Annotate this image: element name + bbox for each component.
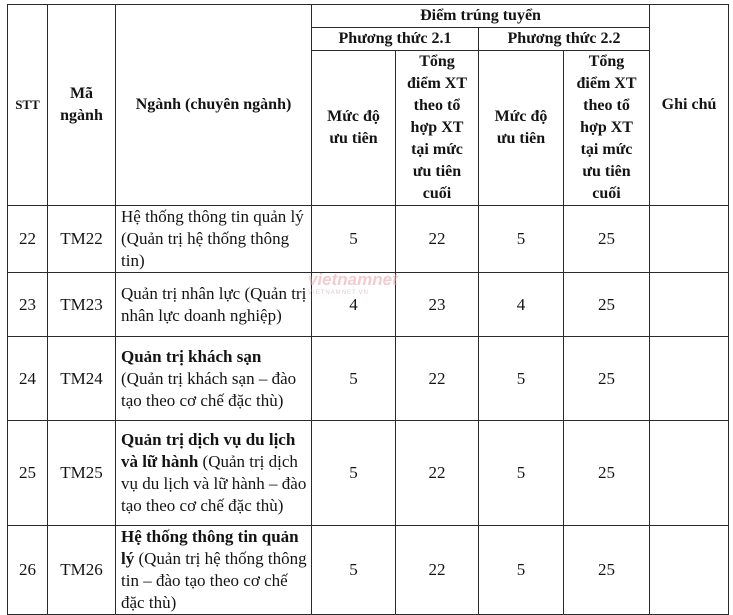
cell-muc-do-2-2: 5 (479, 206, 564, 273)
cell-stt: 22 (8, 206, 48, 273)
cell-tong-diem-2-2: 25 (564, 421, 650, 526)
cell-muc-do-2-1: 5 (312, 526, 396, 615)
cell-ghi-chu (650, 273, 729, 337)
cell-tong-diem-2-1: 22 (396, 526, 479, 615)
cell-ma-nganh: TM23 (48, 273, 116, 337)
cell-muc-do-2-1: 5 (312, 206, 396, 273)
nganh-bold: Quản trị khách sạn (121, 346, 262, 366)
cell-nganh (116, 526, 312, 615)
cell-nganh (116, 206, 312, 273)
cell-tong-diem-2-2: 25 (564, 206, 650, 273)
cell-ghi-chu (650, 421, 729, 526)
watermark-subtext: VIETNAMNET.VN (308, 290, 370, 296)
table-row (8, 526, 729, 615)
cell-ma-nganh: TM26 (48, 526, 116, 615)
cell-ghi-chu (650, 526, 729, 615)
cell-muc-do-2-2: 4 (479, 273, 564, 337)
cell-tong-diem-2-1: 23 (396, 273, 479, 337)
cell-tong-diem-2-2: 25 (564, 526, 650, 615)
cell-muc-do-2-2: 5 (479, 337, 564, 421)
admission-score-table (7, 4, 729, 615)
cell-stt: 25 (8, 421, 48, 526)
header-muc-do-uu-tien-2-1: Mức độ ưu tiên (312, 51, 396, 206)
cell-tong-diem-2-1: 22 (396, 337, 479, 421)
header-muc-do-uu-tien-2-2: Mức độ ưu tiên (479, 51, 564, 206)
cell-muc-do-2-1: 5 (312, 421, 396, 526)
cell-tong-diem-2-1: 22 (396, 421, 479, 526)
cell-muc-do-2-2: 5 (479, 526, 564, 615)
header-ma-nganh: Mã ngành (48, 5, 116, 206)
cell-ma-nganh: TM22 (48, 206, 116, 273)
cell-nganh (116, 337, 312, 421)
cell-stt: 26 (8, 526, 48, 615)
header-tong-diem-2-1: Tổng điểm XT theo tổ hợp XT tại mức ưu tiên cuối (396, 51, 479, 206)
cell-ghi-chu (650, 206, 729, 273)
cell-ma-nganh: TM24 (48, 337, 116, 421)
cell-nganh (116, 421, 312, 526)
nganh-plain: (Quản trị hệ thống thông tin – đào tạo theo cơ chế đặc thù) (121, 549, 307, 612)
watermark-text: vietnamnet (308, 270, 398, 289)
cell-tong-diem-2-1: 22 (396, 206, 479, 273)
nganh-bold: Quản trị dịch vụ du lịch và lữ hành (121, 430, 296, 471)
cell-muc-do-2-1: 4 (312, 273, 396, 337)
header-stt: STT (8, 5, 48, 206)
table-row (8, 421, 729, 526)
table-row (8, 273, 729, 337)
cell-ghi-chu (650, 337, 729, 421)
cell-stt: 24 (8, 337, 48, 421)
nganh-plain: Hệ thống thông tin quản lý (Quản trị hệ thống thông tin) (121, 207, 304, 270)
table-row (8, 337, 729, 421)
nganh-plain: (Quản trị dịch vụ du lịch và lữ hành – đào tạo theo cơ chế đặc thù) (121, 452, 307, 515)
cell-ma-nganh: TM25 (48, 421, 116, 526)
header-diem-trung-tuyen: Điểm trúng tuyển (312, 5, 650, 28)
cell-tong-diem-2-2: 25 (564, 273, 650, 337)
table-row (8, 206, 729, 273)
cell-nganh (116, 273, 312, 337)
nganh-plain: (Quản trị khách sạn – đào tạo theo cơ chế đặc thù) (121, 368, 297, 410)
cell-muc-do-2-2: 5 (479, 421, 564, 526)
header-ghi-chu: Ghi chú (650, 5, 729, 206)
cell-stt: 23 (8, 273, 48, 337)
cell-tong-diem-2-2: 25 (564, 337, 650, 421)
header-tong-diem-2-2: Tổng điểm XT theo tổ hợp XT tại mức ưu tiên cuối (564, 51, 650, 206)
nganh-plain: Quản trị nhân lực (Quản trị nhân lực doanh nghiệp) (121, 283, 307, 325)
header-phuong-thuc-2-2: Phương thức 2.2 (479, 28, 650, 51)
header-nganh: Ngành (chuyên ngành) (116, 5, 312, 206)
nganh-bold: Hệ thống thông tin quản lý (121, 527, 299, 568)
cell-muc-do-2-1: 5 (312, 337, 396, 421)
header-phuong-thuc-2-1: Phương thức 2.1 (312, 28, 479, 51)
